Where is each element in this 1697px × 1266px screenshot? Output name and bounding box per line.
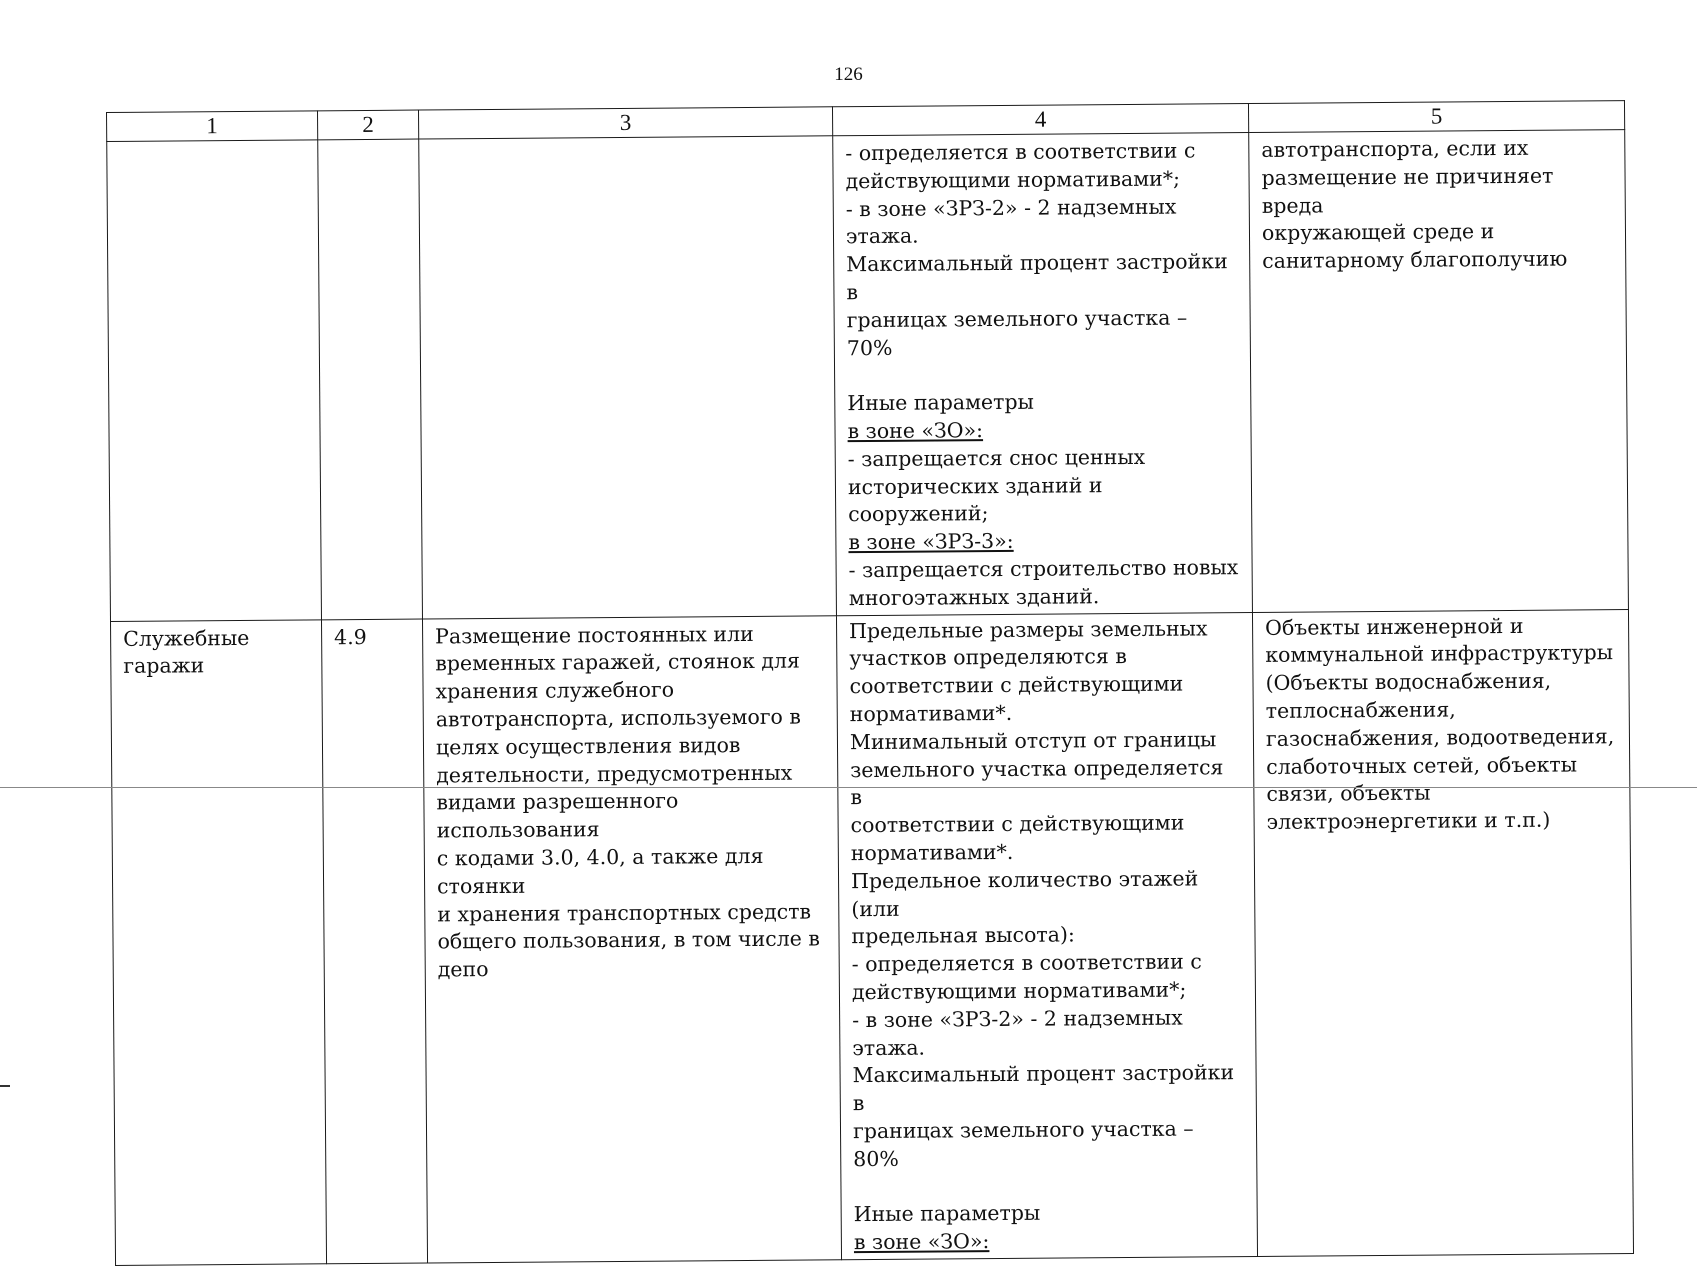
text-line: депо	[437, 957, 489, 982]
cell-parameters	[836, 612, 1257, 1260]
cell-conditions-continued	[1249, 130, 1629, 612]
text-line: этажа.	[845, 224, 919, 249]
table-container	[106, 100, 1633, 1266]
scan-fold-line	[0, 787, 1697, 788]
text-line: земельного участка определяется в	[850, 754, 1224, 810]
header-cell-4: 4	[832, 104, 1248, 136]
text-line: Служебные	[123, 625, 250, 651]
text-line: Предельные размеры земельных	[849, 615, 1208, 643]
underlined-zone-label: в зоне «ЗРЗ-3»:	[848, 529, 1014, 555]
scan-margin-mark	[0, 1085, 10, 1087]
page-number: 126	[834, 64, 863, 85]
header-cell-3: 3	[418, 107, 832, 139]
header-cell-2: 2	[317, 110, 418, 140]
text-line: деятельности, предусмотренных	[436, 760, 793, 787]
text-line: общего пользования, в том числе в	[437, 926, 820, 954]
text-line: автотранспорта, используемого в	[435, 704, 802, 732]
text-line: Максимальный процент застройки в	[846, 249, 1228, 305]
text-line: с кодами 3.0, 4.0, а также для стоянки	[436, 843, 764, 899]
underlined-zone-label: в зоне «ЗО»:	[847, 418, 984, 444]
text-line: (Объекты водоснабжения,	[1265, 668, 1552, 696]
cell-conditions	[1252, 609, 1633, 1256]
text-line: газоснабжения, водоотведения,	[1265, 723, 1615, 751]
text-line: видами разрешенного использования	[436, 788, 679, 843]
cell-empty-col2	[318, 139, 423, 619]
text-line: предельная высота):	[851, 922, 1075, 949]
cell-parameters-continued	[833, 133, 1253, 616]
cell-empty-col3	[419, 136, 837, 619]
text-line: Максимальный процент застройки в	[852, 1060, 1235, 1116]
zone-heading-zrz3	[848, 526, 1239, 557]
text-line: электроэнергетики и т.п.)	[1266, 807, 1551, 835]
text-line: временных гаражей, стоянок для	[435, 648, 801, 676]
text-line: соответствии с действующими	[849, 671, 1184, 699]
text-line: окружающей среде и	[1261, 219, 1495, 246]
blank-line	[847, 359, 1238, 390]
cell-empty-col1	[107, 140, 322, 621]
text-line: Иные параметры	[853, 1200, 1041, 1227]
text-line: теплоснабжения,	[1265, 697, 1456, 723]
text-line: Объекты инженерной и	[1264, 613, 1524, 640]
text-line: этажа.	[852, 1035, 926, 1060]
text-line: многоэтажных зданий.	[848, 583, 1100, 610]
header-cell-1: 1	[107, 111, 318, 142]
text-line: границах земельного участка – 70%	[846, 305, 1188, 360]
header-cell-5: 5	[1248, 101, 1624, 133]
text-line: соответствии с действующими	[850, 810, 1185, 838]
text-line: коммунальной инфраструктуры	[1265, 640, 1614, 668]
text-line: связи, объекты	[1266, 780, 1431, 807]
table-row-service-garages	[110, 609, 1633, 1265]
underlined-zone-label: в зоне «ЗО»:	[853, 1229, 990, 1255]
text-line: - в зоне «ЗРЗ-2» - 2 надземных	[852, 1005, 1183, 1032]
text-line: границах земельного участка – 80%	[852, 1116, 1194, 1171]
text-line: - определяется в соответствии с	[851, 949, 1202, 977]
text-line: и хранения транспортных средств	[437, 899, 812, 926]
code-value: 4.9	[334, 624, 367, 649]
text-line: участков определяются в	[849, 644, 1127, 671]
text-line: действующими нормативами*;	[845, 166, 1181, 193]
text-line: исторических зданий и сооружений;	[847, 472, 1103, 527]
text-line: слаботочных сетей, объекты	[1266, 751, 1578, 779]
text-line: Предельное количество этажей (или	[850, 866, 1199, 921]
table-row-continuation	[107, 130, 1629, 621]
text-line: Размещение постоянных или	[435, 621, 754, 648]
text-line: - запрещается строительство новых	[848, 555, 1239, 583]
text-line: - определяется в соответствии с	[845, 138, 1196, 166]
text-line: нормативами*.	[849, 700, 1013, 727]
document-table	[106, 100, 1634, 1266]
text-line: Иные параметры	[847, 389, 1034, 416]
zone-heading-zo	[847, 415, 1238, 446]
text-line: хранения служебного	[435, 677, 675, 704]
text-line: санитарному благополучию	[1262, 246, 1568, 274]
cell-use-type-description	[422, 615, 841, 1263]
text-line: размещение не причиняет вреда	[1261, 163, 1554, 218]
text-line: - запрещается снос ценных	[847, 444, 1146, 471]
text-line: - в зоне «ЗРЗ-2» - 2 надземных	[845, 194, 1177, 221]
text-line: действующими нормативами*;	[851, 977, 1187, 1005]
text-line: нормативами*.	[850, 839, 1014, 866]
cell-use-type-name	[110, 619, 326, 1265]
text-line: целях осуществления видов	[435, 732, 741, 760]
text-line: гаражи	[123, 653, 205, 679]
zone-heading-zo	[854, 1226, 1245, 1257]
text-line: Минимальный отступ от границы	[849, 727, 1217, 754]
blank-line	[853, 1171, 1244, 1202]
text-line: автотранспорта, если их	[1261, 135, 1529, 162]
cell-use-type-code	[321, 619, 427, 1264]
